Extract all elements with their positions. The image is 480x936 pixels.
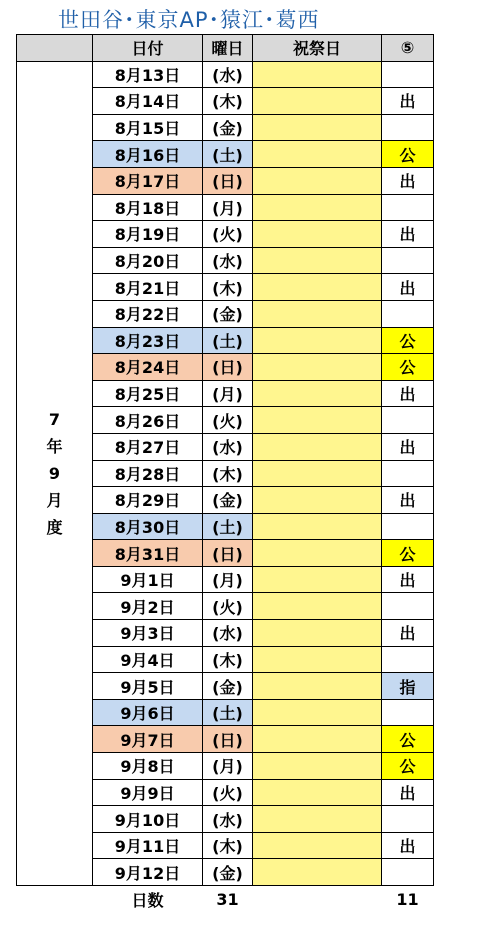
- period-char: 年: [46, 436, 63, 456]
- footer-days: 31: [216, 889, 239, 909]
- holiday-cell: [253, 540, 382, 567]
- table-row: [17, 61, 434, 88]
- date-cell: 8月31日: [93, 540, 203, 567]
- mark-cell: 公: [382, 726, 434, 753]
- weekday-cell: (木): [203, 274, 253, 301]
- period-char: 7: [48, 409, 61, 429]
- holiday-cell: [253, 327, 382, 354]
- mark-cell: [382, 114, 434, 141]
- mark-cell: 指: [382, 673, 434, 700]
- weekday-cell: (木): [203, 460, 253, 487]
- holiday-cell: [253, 274, 382, 301]
- holiday-cell: [253, 779, 382, 806]
- holiday-cell: [253, 88, 382, 115]
- mark-cell: 出: [382, 566, 434, 593]
- date-cell: 9月2日: [93, 593, 203, 620]
- weekday-cell: (日): [203, 167, 253, 194]
- holiday-cell: [253, 407, 382, 434]
- weekday-cell: (月): [203, 566, 253, 593]
- header-row: [17, 35, 434, 62]
- holiday-cell: [253, 380, 382, 407]
- header-holiday: 祝祭日: [253, 35, 382, 62]
- mark-cell: [382, 806, 434, 833]
- footer-row: [17, 886, 434, 913]
- weekday-cell: (日): [203, 354, 253, 381]
- date-cell: 8月29日: [93, 487, 203, 514]
- date-cell: 9月4日: [93, 646, 203, 673]
- mark-cell: [382, 593, 434, 620]
- holiday-cell: [253, 646, 382, 673]
- header-weekday: 曜日: [203, 35, 253, 62]
- date-cell: 8月15日: [93, 114, 203, 141]
- holiday-cell: [253, 832, 382, 859]
- footer-blank: [17, 886, 93, 913]
- mark-cell: 公: [382, 141, 434, 168]
- mark-cell: 公: [382, 327, 434, 354]
- date-cell: 9月8日: [93, 753, 203, 780]
- period-char: 9: [48, 463, 61, 483]
- date-cell: 9月12日: [93, 859, 203, 886]
- mark-cell: [382, 699, 434, 726]
- holiday-cell: [253, 247, 382, 274]
- weekday-cell: (火): [203, 221, 253, 248]
- footer-col5-total: 11: [396, 889, 419, 909]
- weekday-cell: (金): [203, 673, 253, 700]
- holiday-cell: [253, 566, 382, 593]
- mark-cell: [382, 646, 434, 673]
- period-char: 月: [46, 490, 63, 510]
- schedule-table: [16, 34, 434, 912]
- holiday-cell: [253, 61, 382, 88]
- weekday-cell: (火): [203, 779, 253, 806]
- date-cell: 8月18日: [93, 194, 203, 221]
- date-cell: 8月23日: [93, 327, 203, 354]
- date-cell: 8月26日: [93, 407, 203, 434]
- date-cell: 9月5日: [93, 673, 203, 700]
- date-cell: 8月13日: [93, 61, 203, 88]
- mark-cell: 出: [382, 620, 434, 647]
- mark-cell: [382, 247, 434, 274]
- date-cell: 9月1日: [93, 566, 203, 593]
- date-cell: 8月20日: [93, 247, 203, 274]
- mark-cell: 出: [382, 832, 434, 859]
- mark-cell: 出: [382, 167, 434, 194]
- fiscal-period-label: [17, 61, 93, 885]
- date-cell: 8月21日: [93, 274, 203, 301]
- date-cell: 8月24日: [93, 354, 203, 381]
- header-blank: [17, 35, 93, 62]
- mark-cell: 出: [382, 487, 434, 514]
- weekday-cell: (日): [203, 726, 253, 753]
- weekday-cell: (水): [203, 61, 253, 88]
- date-cell: 9月3日: [93, 620, 203, 647]
- weekday-cell: (火): [203, 593, 253, 620]
- mark-cell: 公: [382, 540, 434, 567]
- date-cell: 8月27日: [93, 433, 203, 460]
- date-cell: 8月30日: [93, 513, 203, 540]
- mark-cell: [382, 859, 434, 886]
- date-cell: 9月6日: [93, 699, 203, 726]
- holiday-cell: [253, 300, 382, 327]
- mark-cell: 公: [382, 354, 434, 381]
- weekday-cell: (土): [203, 327, 253, 354]
- weekday-cell: (月): [203, 380, 253, 407]
- weekday-cell: (月): [203, 194, 253, 221]
- weekday-cell: (月): [203, 753, 253, 780]
- date-cell: 8月19日: [93, 221, 203, 248]
- footer-label: 日数: [131, 890, 164, 910]
- date-cell: 8月25日: [93, 380, 203, 407]
- holiday-cell: [253, 141, 382, 168]
- weekday-cell: (金): [203, 487, 253, 514]
- weekday-cell: (木): [203, 832, 253, 859]
- holiday-cell: [253, 167, 382, 194]
- footer-blank-2: [253, 886, 382, 913]
- mark-cell: [382, 194, 434, 221]
- holiday-cell: [253, 726, 382, 753]
- date-cell: 9月11日: [93, 832, 203, 859]
- mark-cell: 出: [382, 221, 434, 248]
- mark-cell: 出: [382, 779, 434, 806]
- holiday-cell: [253, 114, 382, 141]
- weekday-cell: (土): [203, 513, 253, 540]
- mark-cell: [382, 407, 434, 434]
- holiday-cell: [253, 593, 382, 620]
- weekday-cell: (土): [203, 141, 253, 168]
- period-char: 度: [46, 517, 63, 537]
- mark-cell: 出: [382, 274, 434, 301]
- holiday-cell: [253, 221, 382, 248]
- mark-cell: 出: [382, 88, 434, 115]
- mark-cell: 出: [382, 433, 434, 460]
- weekday-cell: (木): [203, 88, 253, 115]
- weekday-cell: (土): [203, 699, 253, 726]
- weekday-cell: (水): [203, 247, 253, 274]
- holiday-cell: [253, 753, 382, 780]
- date-cell: 9月10日: [93, 806, 203, 833]
- holiday-cell: [253, 487, 382, 514]
- holiday-cell: [253, 354, 382, 381]
- holiday-cell: [253, 699, 382, 726]
- mark-cell: [382, 513, 434, 540]
- header-date: 日付: [93, 35, 203, 62]
- date-cell: 9月7日: [93, 726, 203, 753]
- header-col5: ⑤: [382, 35, 434, 62]
- mark-cell: 出: [382, 380, 434, 407]
- mark-cell: 公: [382, 753, 434, 780]
- date-cell: 8月14日: [93, 88, 203, 115]
- holiday-cell: [253, 620, 382, 647]
- mark-cell: [382, 61, 434, 88]
- weekday-cell: (水): [203, 806, 253, 833]
- weekday-cell: (日): [203, 540, 253, 567]
- holiday-cell: [253, 194, 382, 221]
- weekday-cell: (火): [203, 407, 253, 434]
- weekday-cell: (水): [203, 620, 253, 647]
- date-cell: 8月28日: [93, 460, 203, 487]
- mark-cell: [382, 300, 434, 327]
- mark-cell: [382, 460, 434, 487]
- page-title: 世田谷･東京AP･猿江･葛西: [58, 8, 320, 32]
- weekday-cell: (金): [203, 859, 253, 886]
- weekday-cell: (木): [203, 646, 253, 673]
- weekday-cell: (金): [203, 114, 253, 141]
- holiday-cell: [253, 859, 382, 886]
- holiday-cell: [253, 433, 382, 460]
- holiday-cell: [253, 673, 382, 700]
- date-cell: 8月16日: [93, 141, 203, 168]
- weekday-cell: (金): [203, 300, 253, 327]
- date-cell: 8月22日: [93, 300, 203, 327]
- holiday-cell: [253, 806, 382, 833]
- date-cell: 9月9日: [93, 779, 203, 806]
- date-cell: 8月17日: [93, 167, 203, 194]
- weekday-cell: (水): [203, 433, 253, 460]
- holiday-cell: [253, 513, 382, 540]
- holiday-cell: [253, 460, 382, 487]
